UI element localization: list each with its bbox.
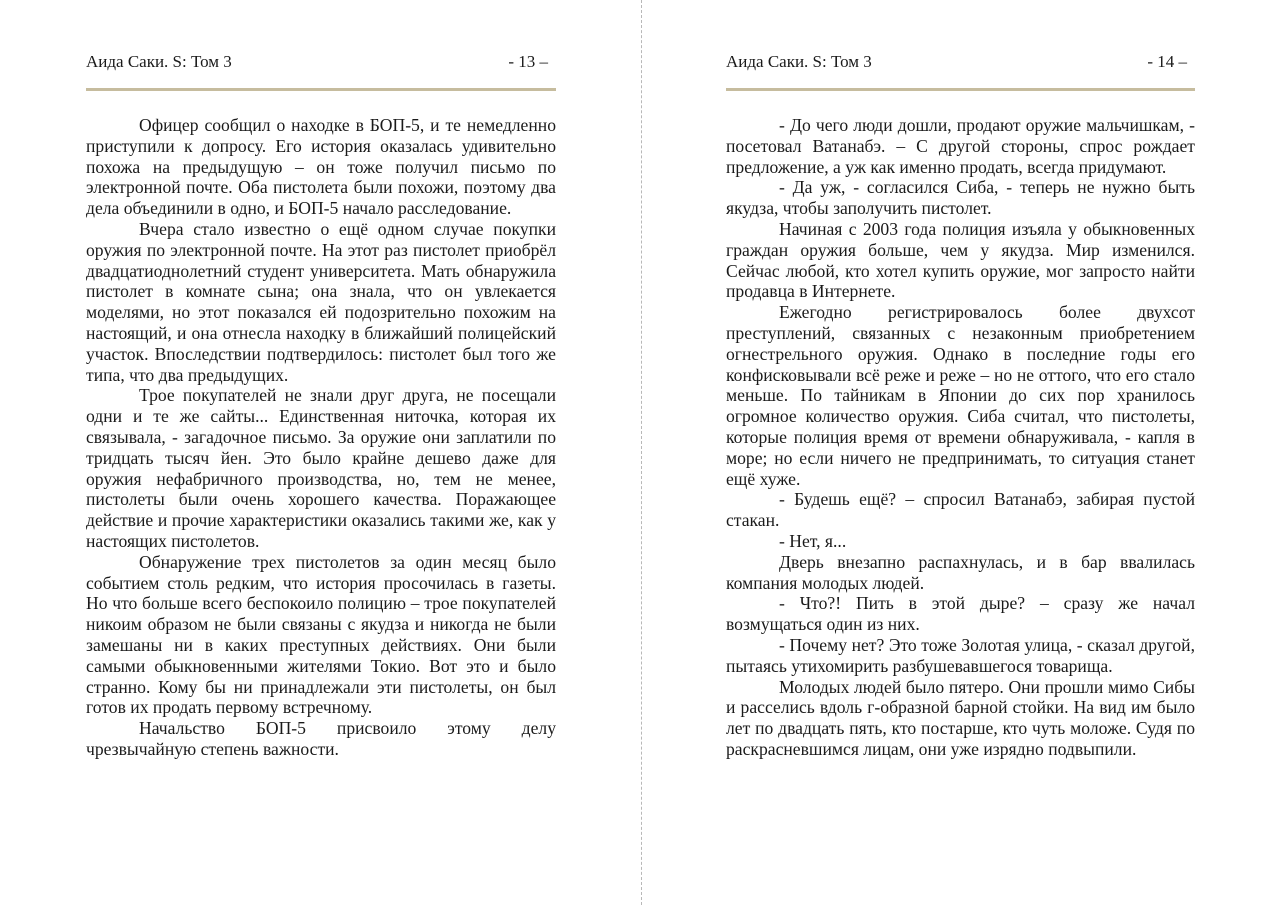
left-header-rule [86,88,556,91]
paragraph: Трое покупателей не знали друг друга, не посещали одни и те же сайты... Единственная ниточка, которая их связывала, - загадочное письмо. За оружие они заплатили по тридцать тысяч йен. Это было крайне дешево даже для оружия нефабричного производства, но, тем не менее, пистолеты были очень хорошего качества. Поражающее действие и прочие характеристики оказались такими же, как у настоящих пистолетов. [86,385,556,551]
right-page-header [726,52,1195,78]
left-page-body [86,115,556,760]
left-page-header [86,52,556,78]
right-header-rule [726,88,1195,91]
paragraph: - До чего люди дошли, продают оружие мальчишкам, - посетовал Ватанабэ. – С другой стороны, спрос рождает предложение, а уж как именно продать, всегда придумают. [726,115,1195,177]
paragraph: - Будешь ещё? – спросил Ватанабэ, забирая пустой стакан. [726,489,1195,531]
paragraph: Офицер сообщил о находке в БОП-5, и те немедленно приступили к допросу. Его история оказалась удивительно похожа на предыдущую – он тоже получил письмо по электронной почте. Оба пистолета были похожи, поэтому два дела объединили в одно, и БОП-5 начало расследование. [86,115,556,219]
paragraph: - Что?! Пить в этой дыре? – сразу же начал возмущаться один из них. [726,593,1195,635]
paragraph: Ежегодно регистрировалось более двухсот преступлений, связанных с незаконным приобретением огнестрельного оружия. Однако в последние годы его конфисковывали всё реже и реже – но не оттого, что его стало меньше. По тайникам в Японии до сих пор хранилось огромное количество оружия. Сиба считал, что пистолеты, которые полиция время от времени обнаруживала, - капля в море; но если ничего не предпринимать, то ситуация станет ещё хуже. [726,302,1195,489]
paragraph: - Нет, я... [779,530,847,551]
left-page [86,0,556,905]
left-header-title: Аида Саки. S: Том 3 [86,52,232,71]
right-header-title: Аида Саки. S: Том 3 [726,52,872,71]
paragraph: - Да уж, - согласился Сиба, - теперь не нужно быть якудза, чтобы заполучить пистолет. [726,177,1195,219]
paragraph: Дверь внезапно распахнулась, и в бар ввалилась компания молодых людей. [726,551,1195,593]
page-divider [641,0,642,905]
paragraph: - Почему нет? Это тоже Золотая улица, - сказал другой, пытаясь утихомирить разбушевавшегося товарища. [726,634,1195,676]
paragraph: Начиная с 2003 года полиция изъяла у обыкновенных граждан оружия больше, чем у якудза. Мир изменился. Сейчас любой, кто хотел купить оружие, мог запросто найти продавца в Интернете. [726,218,1195,302]
left-page-number: - 13 – [508,52,548,71]
paragraph: Обнаружение трех пистолетов за один месяц было событием столь редким, что история просочилась в газеты. Но что больше всего беспокоило полицию – трое покупателей никоим образом не были связаны с якудза и никогда не были замешаны ни в каких преступных действиях. Они были самыми обыкновенными жителями Токио. Вот это и было странно. Кому бы ни принадлежали эти пистолеты, он был готов их продать первому встречному. [86,551,556,718]
right-page [726,0,1195,905]
paragraph: Начальство БОП-5 присвоило этому делу чрезвычайную степень важности. [86,718,556,759]
right-page-number: - 14 – [1147,52,1187,71]
paragraph: Молодых людей было пятеро. Они прошли мимо Сибы и расселись вдоль г-образной барной стойки. На вид им было лет по двадцать пять, кто постарше, кто чуть моложе. Судя по раскрасневшимся лицам, они уже изрядно подвыпили. [726,676,1195,759]
paragraph: Вчера стало известно о ещё одном случае покупки оружия по электронной почте. На этот раз пистолет приобрёл двадцатиоднолетний студент университета. Мать обнаружила пистолет в комнате сына; она знала, что он увлекается моделями, но этот показался ей подозрительно похожим на настоящий, и она отнесла находку в ближайший полицейский участок. Впоследствии подтвердилось: пистолет был того же типа, что два предыдущих. [86,218,556,385]
right-page-body [726,115,1195,760]
